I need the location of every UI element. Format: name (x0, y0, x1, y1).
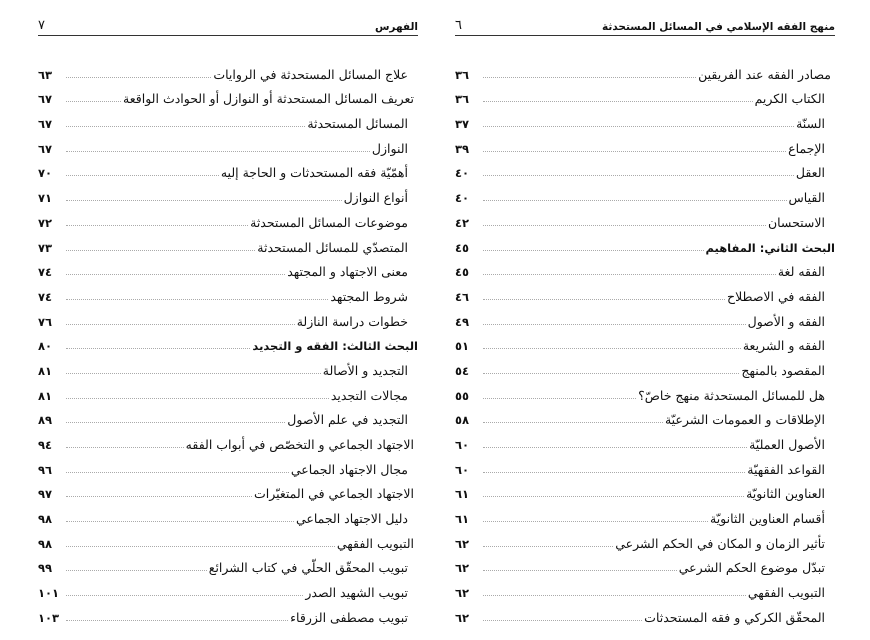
toc-entry[interactable] (38, 131, 418, 156)
dot-leader (66, 447, 184, 448)
dot-leader (483, 324, 746, 325)
entry-title: تبويب مصطفى الزرقاء (290, 609, 408, 625)
dot-leader (66, 348, 250, 349)
entry-title: المسائل المستحدثة (307, 116, 408, 132)
entry-page-number: ٦٧ (38, 141, 53, 156)
entry-page-number: ٧٤ (38, 289, 53, 304)
entry-page-number: ٨١ (38, 388, 53, 403)
entry-title: الفقه لغة (777, 264, 825, 280)
dot-leader (66, 200, 342, 201)
entry-page-number: ٥٥ (455, 388, 470, 403)
dot-leader (483, 299, 725, 300)
dot-leader (483, 521, 708, 522)
dot-leader (483, 595, 746, 596)
entry-page-number: ٦٢ (455, 586, 470, 601)
dot-leader (483, 496, 744, 497)
dot-leader (66, 546, 335, 547)
entry-title: الفقه في الاصطلاح (727, 288, 825, 304)
dot-leader (483, 126, 794, 127)
entry-title: الاستحسان (767, 214, 825, 230)
toc-entry[interactable] (455, 205, 835, 230)
running-header (455, 14, 835, 36)
entry-page-number: ٤٠ (455, 191, 470, 206)
left-page (38, 0, 418, 640)
entry-page-number: ٤٠ (455, 166, 470, 181)
header-title: الفهرس (374, 21, 418, 33)
dot-leader (66, 175, 219, 176)
entry-page-number: ٩٤ (38, 438, 53, 452)
entry-title: النوازل (371, 140, 408, 156)
dot-leader (483, 620, 642, 621)
dot-leader (66, 126, 305, 127)
entry-title: الكتاب الكريم (754, 91, 825, 107)
toc-entry[interactable] (38, 501, 418, 526)
entry-title: تبويب المحقّق الحلّي في كتاب الشرائع (208, 560, 408, 576)
entry-page-number: ٧٢ (38, 215, 53, 230)
entry-page-number: ٣٦ (455, 67, 470, 82)
entry-title: تبويب الشهيد الصدر (305, 585, 408, 601)
toc-entry[interactable] (38, 600, 418, 625)
entry-page-number: ٧٦ (38, 314, 53, 329)
entry-title: تعريف المسائل المستحدثة أو النوازل أو الحوادث الواقعة (123, 91, 414, 107)
entry-title: تبدّل موضوع الحكم الشرعي (678, 560, 825, 576)
toc-entry[interactable] (455, 477, 835, 502)
dot-leader (483, 250, 704, 251)
dot-leader (483, 373, 739, 374)
dot-leader (66, 250, 255, 251)
dot-leader (66, 595, 303, 596)
entry-page-number: ٧٤ (38, 265, 53, 280)
entry-title: شروط المجتهد (330, 288, 408, 304)
entry-page-number: ٤٩ (455, 314, 470, 329)
toc-entry[interactable] (38, 575, 418, 600)
dot-leader (66, 398, 329, 399)
toc-entry[interactable] (38, 304, 418, 329)
toc-entry[interactable] (455, 551, 835, 576)
entry-title: المحقّق الكركي و فقه المستحدثات (644, 609, 825, 625)
toc-entry[interactable] (38, 452, 418, 477)
dot-leader (483, 472, 745, 473)
entry-page-number: ٦٣ (38, 67, 53, 82)
entry-page-number: ٨٠ (38, 339, 53, 354)
toc-list (38, 57, 418, 625)
entry-page-number: ٧١ (38, 191, 53, 206)
dot-leader (483, 225, 766, 226)
entry-title: المتصدّي للمسائل المستحدثة (257, 239, 408, 255)
entry-title: التبويب الفقهي (336, 535, 414, 551)
entry-page-number: ٤٢ (455, 215, 470, 230)
toc-entry[interactable] (38, 403, 418, 428)
dot-leader (66, 299, 328, 300)
dot-leader (483, 175, 794, 176)
entry-title: خطوات دراسة النازلة (296, 313, 408, 329)
toc-entry[interactable] (455, 452, 835, 477)
toc-entry[interactable] (38, 205, 418, 230)
dot-leader (66, 620, 288, 621)
entry-page-number: ٣٧ (455, 117, 470, 132)
dot-leader (483, 447, 747, 448)
entry-page-number: ٩٨ (38, 512, 53, 527)
dot-leader (483, 274, 776, 275)
toc-entry[interactable] (455, 329, 835, 354)
toc-entry[interactable] (455, 82, 835, 107)
toc-entry[interactable] (455, 106, 835, 131)
entry-page-number: ٣٦ (455, 92, 470, 107)
toc-entry[interactable] (38, 180, 418, 205)
toc-entry[interactable] (455, 526, 835, 551)
entry-title: هل للمسائل المستحدثة منهج خاصّ؟ (638, 387, 825, 403)
entry-page-number: ٥٤ (455, 363, 470, 378)
toc-entry[interactable] (455, 57, 835, 82)
entry-title: أقسام العناوين الثانويّة (710, 511, 825, 527)
dot-leader (66, 496, 252, 497)
entry-page-number: ٦٢ (455, 536, 470, 551)
dot-leader (66, 521, 294, 522)
entry-title: أهمّيّة فقه المستحدثات و الحاجة إليه (220, 165, 408, 181)
entry-page-number: ٧٠ (38, 166, 53, 181)
toc-entry[interactable] (38, 353, 418, 378)
toc-entry[interactable] (38, 230, 418, 255)
toc-entry[interactable] (38, 255, 418, 280)
toc-entry[interactable] (38, 156, 418, 181)
entry-page-number: ٦١ (455, 512, 470, 527)
entry-title: التبويب الفقهي (747, 585, 825, 601)
dot-leader (66, 324, 295, 325)
toc-entry[interactable] (38, 279, 418, 304)
entry-page-number: ٦٢ (455, 610, 470, 625)
entry-title: العقل (795, 165, 825, 181)
entry-title: التجديد و الأصالة (322, 362, 408, 378)
entry-title: مجالات التجديد (330, 387, 408, 403)
entry-page-number: ٤٥ (455, 240, 470, 255)
entry-title: الفقه و الشريعة (742, 338, 825, 354)
toc-entry[interactable] (455, 403, 835, 428)
entry-page-number: ٦٧ (38, 117, 53, 132)
entry-title: التجديد في علم الأصول (287, 412, 408, 428)
entry-title: السنّة (796, 116, 825, 132)
entry-title: القياس (788, 190, 825, 206)
entry-page-number: ٦٠ (455, 462, 470, 477)
entry-title: الاجتهاد الجماعي و التخصّص في أبواب الفقه (185, 437, 414, 452)
toc-entry[interactable] (455, 427, 835, 452)
dot-leader (66, 101, 121, 102)
dot-leader (66, 77, 211, 78)
dot-leader (66, 373, 321, 374)
entry-title: مجال الاجتهاد الجماعي (290, 461, 408, 477)
entry-title: القواعد الفقهيّة (747, 461, 825, 477)
toc-entry[interactable] (455, 501, 835, 526)
toc-entry[interactable] (455, 378, 835, 403)
entry-page-number: ٥١ (455, 339, 470, 354)
dot-leader (483, 398, 636, 399)
dot-leader (483, 570, 677, 571)
toc-entry[interactable] (455, 279, 835, 304)
dot-leader (66, 422, 285, 423)
right-page (455, 0, 835, 640)
entry-title: موضوعات المسائل المستحدثة (250, 214, 408, 230)
entry-page-number: ٦٧ (38, 92, 53, 107)
entry-title: أنواع النوازل (343, 190, 408, 206)
toc-entry[interactable] (38, 477, 418, 502)
dot-leader (483, 200, 787, 201)
toc-entry[interactable] (455, 156, 835, 181)
entry-title: دليل الاجتهاد الجماعي (295, 511, 408, 527)
entry-title: الاجتهاد الجماعي في المتغيّرات (253, 486, 414, 502)
entry-title: مصادر الفقه عند الفريقين (698, 66, 831, 82)
toc-entry[interactable] (38, 57, 418, 82)
entry-page-number: ٦٢ (455, 561, 470, 576)
toc-entry[interactable] (38, 106, 418, 131)
entry-page-number: ٤٥ (455, 265, 470, 280)
toc-entry[interactable] (455, 131, 835, 156)
entry-page-number: ٣٩ (455, 141, 470, 156)
entry-title: الإطلاقات و العمومات الشرعيّة (664, 412, 825, 428)
entry-page-number: ٩٨ (38, 536, 53, 551)
running-header (38, 14, 418, 36)
toc-entry[interactable] (38, 526, 418, 551)
entry-page-number: ٥٨ (455, 413, 470, 428)
toc-entry[interactable] (455, 230, 835, 255)
entry-page-number: ٨١ (38, 363, 53, 378)
entry-title: الأصول العمليّة (749, 437, 825, 452)
dot-leader (483, 101, 753, 102)
toc-entry[interactable] (38, 427, 418, 452)
header-title: منهج الفقه الإسلامي في المسائل المستحدثة (602, 21, 835, 33)
entry-title: تأثير الزمان و المكان في الحكم الشرعي (615, 535, 825, 551)
entry-page-number: ٨٩ (38, 413, 53, 428)
dot-leader (483, 348, 741, 349)
entry-page-number: ٩٧ (38, 487, 53, 502)
entry-title: معنى الاجتهاد و المجتهد (287, 264, 408, 280)
dot-leader (66, 225, 248, 226)
toc-entry[interactable] (455, 353, 835, 378)
entry-page-number: ٩٩ (38, 561, 53, 576)
dot-leader (66, 472, 289, 473)
entry-title: البحث الثالث: الفقه و التجديد (252, 339, 418, 354)
dot-leader (66, 151, 370, 152)
toc-entry[interactable] (38, 329, 418, 354)
entry-page-number: ٤٦ (455, 289, 470, 304)
toc-entry[interactable] (38, 378, 418, 403)
toc-entry[interactable] (455, 180, 835, 205)
entry-page-number: ١٠٣ (38, 610, 60, 625)
toc-entry[interactable] (38, 551, 418, 576)
toc-entry[interactable] (455, 575, 835, 600)
entry-title: العناوين الثانويّة (746, 486, 825, 502)
toc-entry[interactable] (38, 82, 418, 107)
dot-leader (483, 77, 696, 78)
toc-list (455, 57, 835, 625)
entry-title: الإجماع (788, 140, 825, 156)
page-number: ٧ (38, 18, 45, 33)
toc-entry[interactable] (455, 255, 835, 280)
entry-title: علاج المسائل المستحدثة في الروايات (213, 66, 408, 82)
toc-entry[interactable] (455, 304, 835, 329)
entry-page-number: ٦١ (455, 487, 470, 502)
toc-entry[interactable] (455, 600, 835, 625)
dot-leader (66, 274, 285, 275)
entry-page-number: ١٠١ (38, 586, 60, 601)
entry-title: الفقه و الأصول (747, 313, 825, 329)
entry-page-number: ٧٣ (38, 240, 53, 255)
dot-leader (483, 422, 663, 423)
entry-title: البحث الثاني: المفاهيم (705, 240, 835, 255)
page-number: ٦ (455, 18, 462, 33)
dot-leader (483, 546, 613, 547)
dot-leader (66, 570, 207, 571)
entry-page-number: ٩٦ (38, 462, 53, 477)
dot-leader (483, 151, 786, 152)
entry-title: المقصود بالمنهج (741, 362, 825, 378)
entry-page-number: ٦٠ (455, 438, 470, 452)
